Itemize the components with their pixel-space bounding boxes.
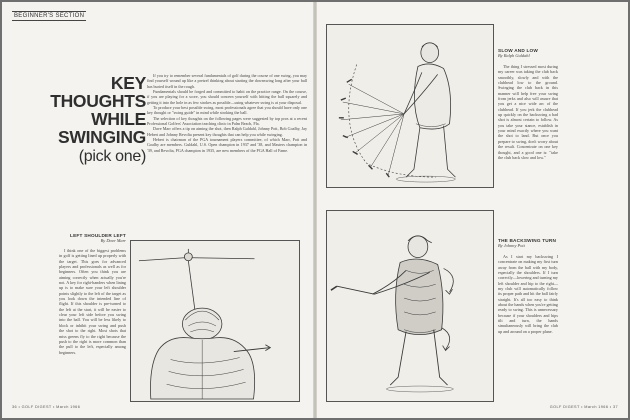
article-body [498,64,558,160]
headline-line-3: WHILE [91,109,146,129]
article-title: LEFT SHOULDER LEFT [70,233,126,238]
left-page [2,2,314,418]
golfer-backswing-turn-illustration [326,210,494,402]
folio-left: 36 • GOLF DIGEST • March 1966 [12,405,81,409]
article-paragraph: I think one of the biggest problems in golf is getting lined up properly with the target. This goes for advanced players and professionals as well as for beginners. Often you think you are aiming correctly when actually you're not. A key for right-handers when lining up is to make sure your left shoulder points slightly to the left of the target as you look down the intended line of flight. If this shoulder is pre-turned to the left at the start, it will be easier to clear your left side before you swing into the ball. You will be less likely to block or inhibit your swing and push the shot to the right. Most shots that miss greens fly to the right because the push to the right is more common than the pull to the left, especially among beginners. [59,248,126,355]
headline [18,74,146,166]
right-page [316,2,628,418]
intro-paragraph: To produce your best possible swing, most professionals agree that you should have only one key thought or "swing guide" in mind while stroking the ball. [147,105,307,116]
article-byline: By Dave Marr [100,238,126,243]
article-body [59,248,126,355]
left-article [59,233,126,355]
golfer-back-view-aiming-illustration-svg [131,241,299,401]
article-byline: By Johnny Pott [498,243,525,248]
headline-line-2: THOUGHTS [50,91,146,111]
article-paragraph: The thing I stressed most during my career was taking the club back smoothly, slowly and with the clubhead low to the ground. Swinging the club back in this manner will help free your swing from jerks and also will assure that you get a nice wide arc of the clubhead. If you jerk the clubhead up quickly on the backswing a bad shot is almost certain to follow. As you take your stance, establish in your mind exactly where you want the shot to land. But once you prepare to swing, don't worry about the result. Concentrate on one key thought, and a good one is: "take the club back slow and low." [498,64,558,160]
magazine-spread [2,2,628,418]
golfer-takeaway-illustration-svg [327,25,493,187]
intro-paragraph: Fundamentals should be forged and committed to habit on the practice range. On the course, if you are playing for a score, you should concern yourself with hitting the ball squarely and getting it into the hole in as few strokes as possible—using whatever swing is at your disposal. [147,89,307,105]
headline-line-1: KEY [110,73,146,93]
intro-paragraph: If you try to remember several fundamentals of golf during the course of one swing, you may find yourself wound up like a pretzel thinking about starting the downswing long after your ball has buried itself in the rough. [147,73,307,89]
article-byline: By Ralph Guldahl [498,53,530,58]
headline-line-4: SWINGING [57,127,146,147]
article-paragraph: As I start my backswing I concentrate on making my first turn away from the ball with my body, especially the shoulders. If I turn correctly—lowering and turning my left shoulder and hip to the right—my club will automatically follow its proper path and hit the ball fairly straight. It's all too easy to think about the hands when you're getting ready to swing. This is unnecessary because if your shoulders and hips tilt and turn, the hands simultaneously will bring the club up and around on a proper plane. [498,254,558,334]
intro-paragraph: Hebert is chairman of the PGA tournament players committee, of which Marr, Pott and Goalby are members. Guldahl, U.S. Open champion in 1937 and '38, and Masters champion in '39, and Revolta, PGA champion in 1935, are new members of the PGA Hall of Fame. [147,137,307,153]
golfer-back-view-aiming-illustration [130,240,300,402]
intro-paragraph: Dave Marr offers a tip on aiming the shot, then Ralph Guldahl, Johnny Pott, Bob Goalby, Jay Hebert and Johnny Revolta present key thoughts that can help you while swinging. [147,126,307,137]
right-bottom-article [498,238,558,334]
intro-paragraph: The selection of key thoughts on the following pages were suggested by top pros at a recent Professional Golfers' Association teaching clinic in Palm Beach, Fla. [147,115,307,127]
right-top-article [498,48,558,160]
folio-right: GOLF DIGEST • March 1966 • 37 [549,405,618,409]
intro-text [147,73,307,153]
article-title: THE BACKSWING TURN [498,238,557,243]
golfer-backswing-turn-illustration-svg [327,211,493,401]
section-tag: BEGINNER'S SECTION [14,13,85,19]
headline-line-5: (pick one) [78,148,146,165]
article-body [498,254,558,334]
golfer-takeaway-illustration [326,24,494,188]
article-title: SLOW AND LOW [498,48,538,53]
